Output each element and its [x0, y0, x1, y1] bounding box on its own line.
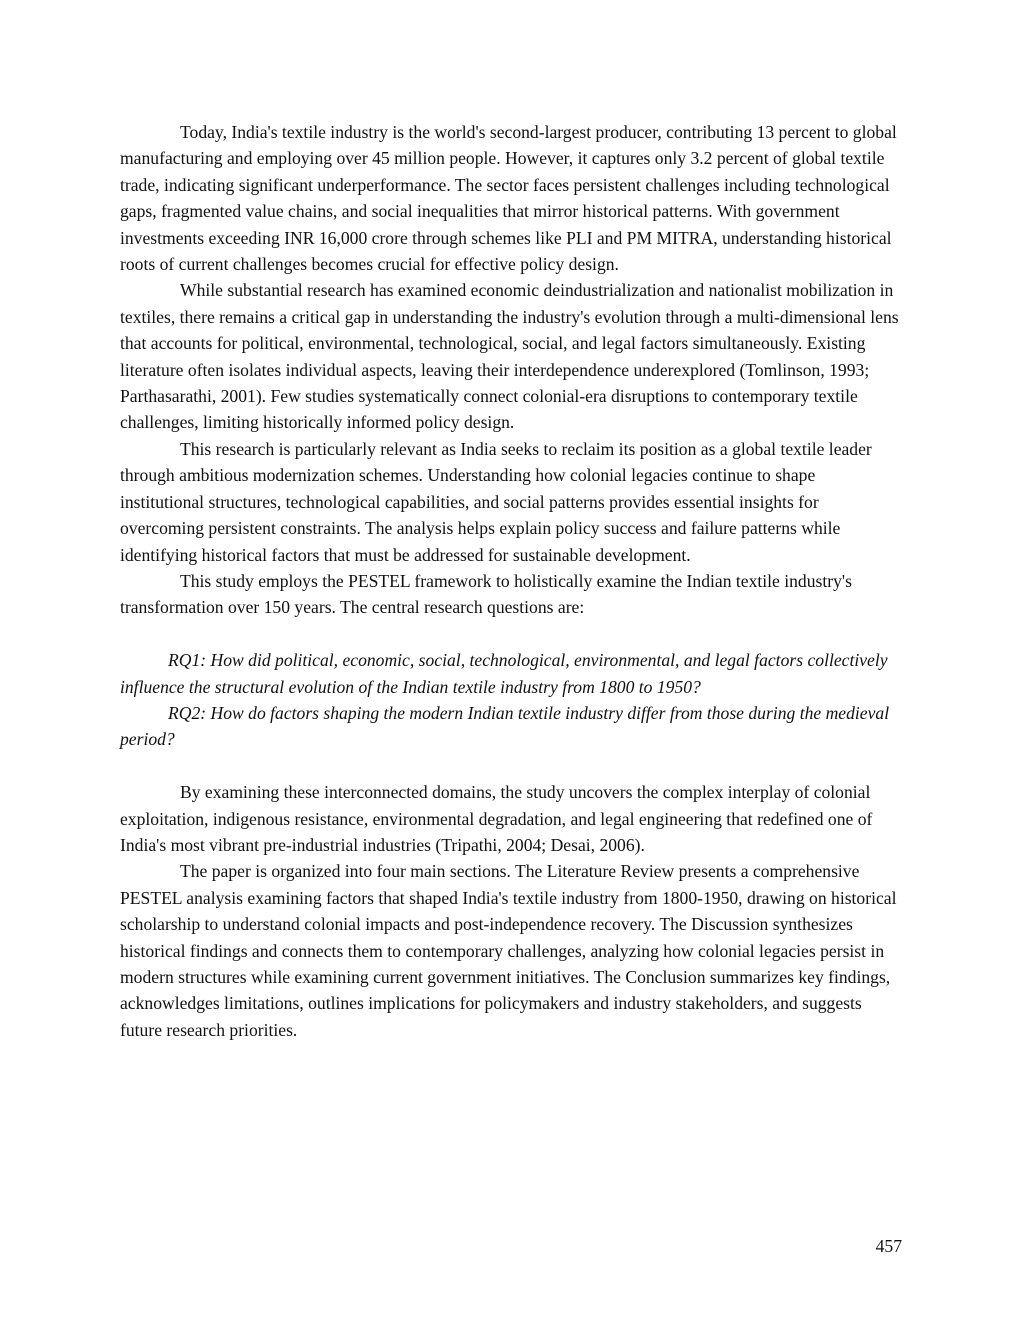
page-number: 457 [875, 1236, 902, 1256]
paragraph-organization: The paper is organized into four main sections. The Literature Review presents a comprehensive PESTEL analysis examining factors that shaped India's textile industry from 1800-1950, drawing on historical scholarship to understand colonial impacts and post-independence recovery. The Discussion synthesizes historical findings and connects them to contemporary challenges, analyzing how colonial legacies persist in modern structures while examining current government initiatives. The Conclusion summarizes key findings, acknowledges limitations, outlines implications for policymakers and industry stakeholders, and suggests future research priorities. [120, 861, 897, 1040]
research-questions [120, 647, 902, 753]
paragraph-industry-overview: Today, India's textile industry is the world's second-largest producer, contributing 13 percent to global manufacturing and employing over 45 million people. However, it captures only 3.2 percent of global textile trade, indicating significant underperformance. The sector faces persistent challenges including technological gaps, fragmented value chains, and social inequalities that mirror historical patterns. With government investments exceeding INR 16,000 crore through schemes like PLI and PM MITRA, understanding historical roots of current challenges becomes crucial for effective policy design. [120, 122, 897, 275]
paragraph-research-gap: While substantial research has examined economic deindustrialization and nationalist mobilization in textiles, there remains a critical gap in understanding the industry's evolution through a multi-dimensional lens that accounts for political, environmental, technological, social, and legal factors simultaneously. Existing literature often isolates individual aspects, leaving their interdependence underexplored (Tomlinson, 1993; Parthasarathi, 2001). Few studies systematically connect colonial-era disruptions to contemporary textile challenges, limiting historically informed policy design. [120, 280, 899, 433]
research-question-1: RQ1: How did political, economic, social, technological, environmental, and legal factors collectively influence the structural evolution of the Indian textile industry from 1800 to 1950? [120, 650, 888, 697]
paragraph-framework: This study employs the PESTEL framework to holistically examine the Indian textile industry's transformation over 150 years. The central research questions are: [120, 570, 852, 618]
paragraph-interplay: By examining these interconnected domains, the study uncovers the complex interplay of colonial exploitation, indigenous resistance, environmental degradation, and legal engineering that redefined one of India's most vibrant pre-industrial industries (Tripathi, 2004; Desai, 2006). [120, 782, 873, 855]
research-question-2: RQ2: How do factors shaping the modern Indian textile industry differ from those during the medieval period? [120, 702, 890, 750]
page-body [120, 119, 902, 1043]
paragraph-relevance: This research is particularly relevant as India seeks to reclaim its position as a global textile leader through ambitious modernization schemes. Understanding how colonial legacies continue to shape institutional structures, technological capabilities, and social patterns provides essential insights for overcoming persistent constraints. The analysis helps explain policy success and failure patterns while identifying historical factors that must be addressed for sustainable development. [120, 438, 872, 565]
